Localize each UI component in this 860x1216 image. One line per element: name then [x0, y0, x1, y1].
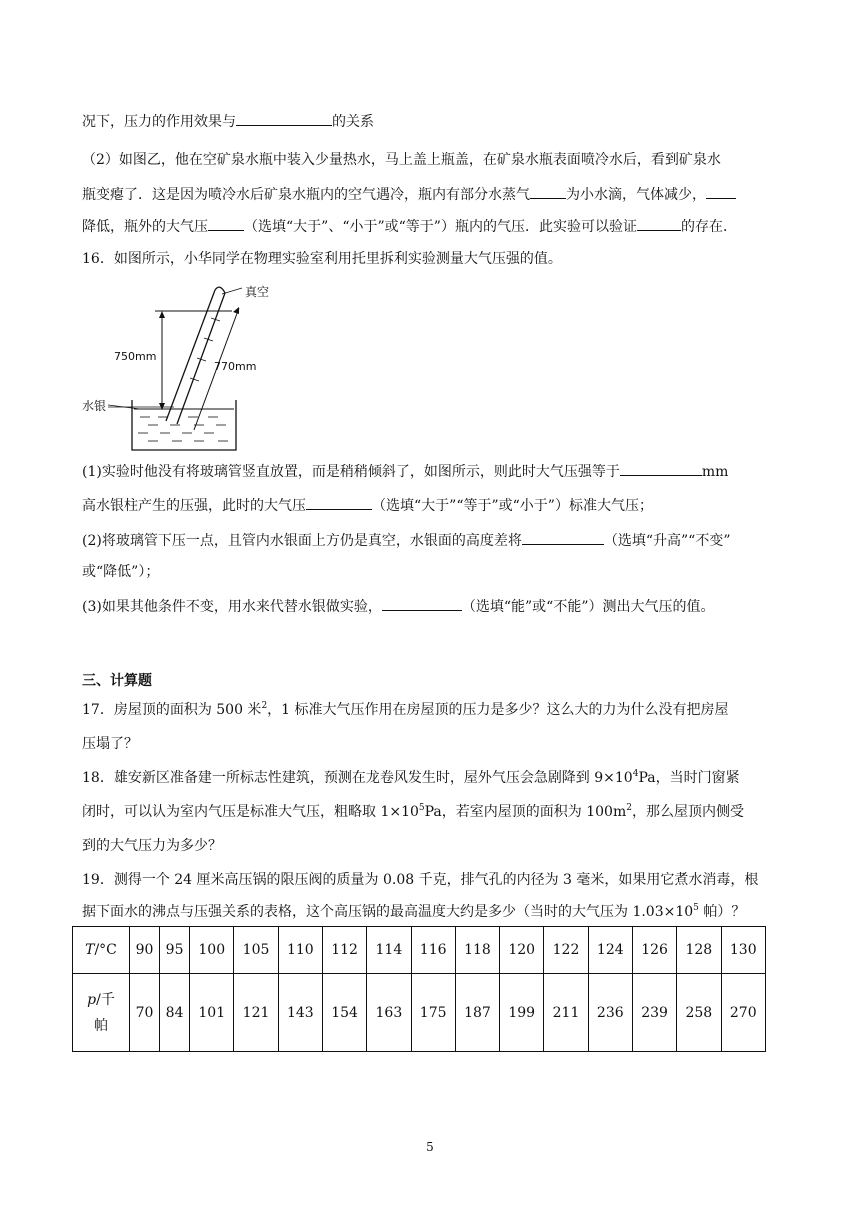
table-cell: 120 [500, 927, 544, 974]
boiling-point-table [72, 926, 766, 1052]
table-cell: 110 [278, 927, 322, 974]
answer-blank[interactable] [637, 216, 681, 231]
table-cell: 116 [411, 927, 455, 974]
table-cell: 236 [588, 974, 632, 1052]
table-row-pressure [73, 974, 766, 1052]
table-cell: 239 [632, 974, 676, 1052]
table-cell: 105 [234, 927, 278, 974]
answer-blank[interactable] [208, 216, 244, 231]
table-cell: 163 [367, 974, 411, 1052]
q16-sub3: (3)如果其他条件不变，用水来代替水银做实验， （选填“能”或“不能”）测出大气压的值。 [82, 596, 714, 617]
label-vacuum: 真空 [245, 285, 270, 299]
label-mercury: 水银 [82, 399, 107, 413]
q15-part2-line-1: （2）如图乙，他在空矿泉水瓶中装入少量热水，马上盖上瓶盖，在矿泉水瓶表面喷冷水后，看到矿泉水 [82, 152, 721, 168]
mercury-hatching [138, 417, 228, 441]
table-row-temperature [73, 927, 766, 974]
table-cell: 270 [721, 974, 766, 1052]
q16-sub2-line-2: 或“降低”）； [82, 564, 160, 580]
table-cell: 211 [544, 974, 588, 1052]
table-cell: 90 [130, 927, 160, 974]
table-cell: 118 [455, 927, 499, 974]
label-750mm: 750mm [114, 350, 157, 363]
table-cell: 101 [190, 974, 234, 1052]
q16-sub1-line-1: (1)实验时他没有将玻璃管竖直放置，而是稍稍倾斜了，如图所示，则此时大气压强等于 mm [82, 461, 728, 482]
q15-line-1: 况下，压力的作用效果与 的关系 [82, 111, 374, 132]
table-cell: 154 [322, 974, 366, 1052]
tube-left-wall [166, 290, 215, 421]
q19-line-1: 19．测得一个 24 厘米高压锅的限压阀的质量为 0.08 千克，排气孔的内径为 3 毫米，如果用它煮水消毒，根 [82, 872, 759, 888]
q15-part2-line-3: 降低，瓶外的大气压 （选填“大于”、“小于”或“等于”）瓶内的气压．此实验可以验证 的存在． [82, 216, 737, 237]
answer-blank[interactable] [236, 111, 332, 126]
q18-line-3: 到的大气压力为多少？ [82, 838, 222, 854]
table-cell: 124 [588, 927, 632, 974]
table-cell: 121 [234, 974, 278, 1052]
q19-line-2: 据下面水的沸点与压强关系的表格，这个高压锅的最高温度大约是多少（当时的大气压为 $1.03\times 10^5$ 帕）？ [82, 903, 746, 920]
q18-line-1: 18．雄安新区准备建一所标志性建筑，预测在龙卷风发生时，屋外气压会急剧降到 $9\times 10^4Pa$，当时门窗紧 [82, 769, 740, 786]
row-header-temperature: T/°C [73, 927, 130, 974]
answer-blank[interactable] [382, 596, 462, 611]
table-cell: 95 [160, 927, 190, 974]
q18-line-2: 闭时，可以认为室内气压是标准大气压，粗略取 $1\times 10^5Pa$，若室内屋顶的面积为 $100m^2$，那么屋顶内侧受 [82, 803, 744, 820]
q16-stem: 16．如图所示，小华同学在物理实验室利用托里拆利实验测量大气压强的值。 [82, 251, 562, 267]
label-770mm: 770mm [214, 360, 257, 373]
answer-blank[interactable] [706, 184, 736, 199]
answer-blank[interactable] [306, 495, 372, 510]
q17-line-1: 17．房屋顶的面积为 500 米$^2$，1 标准大气压作用在房屋顶的压力是多少？这么大的力为什么没有把房屋 [82, 701, 729, 718]
torricelli-figure [82, 278, 282, 453]
tube-top-end [215, 287, 225, 293]
vacuum-pointer [222, 288, 242, 294]
section-heading: 三、计算题 [82, 673, 152, 689]
answer-blank[interactable] [522, 530, 604, 545]
table-cell: 84 [160, 974, 190, 1052]
row-header-pressure: p/千 帕 [73, 974, 130, 1052]
q15-part2-line-2: 瓶变瘪了．这是因为喷冷水后矿泉水瓶内的空气遇冷，瓶内有部分水蒸气 为小水滴，气体减少， [82, 184, 736, 205]
table-cell: 187 [455, 974, 499, 1052]
tube-right-wall [177, 293, 225, 424]
table-cell: 199 [500, 974, 544, 1052]
table-cell: 130 [721, 927, 766, 974]
arrow-head-up [159, 311, 165, 318]
table-cell: 175 [411, 974, 455, 1052]
table-cell: 100 [190, 927, 234, 974]
answer-blank[interactable] [620, 461, 702, 476]
q17-line-2: 压塌了？ [82, 736, 138, 752]
table-cell: 122 [544, 927, 588, 974]
table-cell: 258 [677, 974, 721, 1052]
q16-sub2-line-1: (2)将玻璃管下压一点，且管内水银面上方仍是真空，水银面的高度差将 （选填“升高”“不变” [82, 530, 730, 551]
table-cell: 112 [322, 927, 366, 974]
page-number: 5 [426, 1140, 434, 1154]
answer-blank[interactable] [530, 184, 566, 199]
table-cell: 128 [677, 927, 721, 974]
table-cell: 143 [278, 974, 322, 1052]
q16-sub1-line-2: 高水银柱产生的压强，此时的大气压 （选填“大于”“等于”或“小于”）标准大气压； [82, 495, 653, 516]
table-cell: 126 [632, 927, 676, 974]
table-cell: 70 [130, 974, 160, 1052]
table-cell: 114 [367, 927, 411, 974]
